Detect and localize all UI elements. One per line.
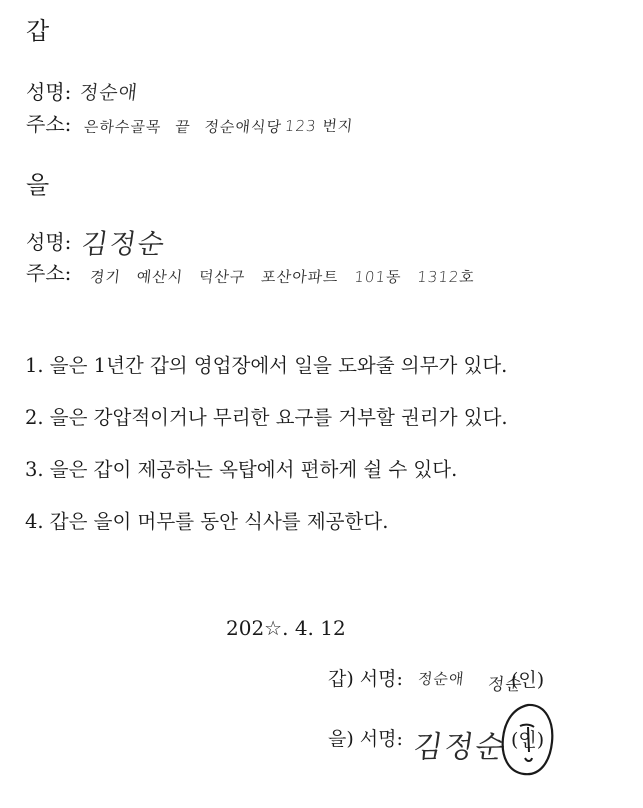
party-a-address-number: 123 번지 bbox=[284, 117, 355, 135]
party-a-handwritten-signature: 정순 bbox=[486, 675, 524, 695]
party-b-heading: 을 bbox=[26, 171, 50, 199]
contract-date: 202☆. 4. 12 bbox=[226, 616, 346, 640]
clause-item: 3. 을은 갑이 제공하는 옥탑에서 편하게 쉴 수 있다. bbox=[25, 458, 458, 481]
clause-item: 4. 갑은 을이 머무를 동안 식사를 제공한다. bbox=[25, 510, 389, 533]
party-b-signature-label: 을) 서명: bbox=[328, 728, 403, 750]
party-b-name-label: 성명: bbox=[26, 230, 72, 254]
party-a-address-value: 은하수골목 끝 정순애식당 bbox=[83, 118, 283, 136]
party-b-address-label: 주소: bbox=[26, 261, 72, 285]
party-a-name-label: 성명: bbox=[26, 80, 72, 104]
party-a-seal-mark: (인) bbox=[511, 669, 545, 691]
party-a-signature-name: 정순애 bbox=[417, 670, 466, 688]
clause-item: 2. 을은 강압적이거나 무리한 요구를 거부할 권리가 있다. bbox=[25, 406, 508, 429]
party-b-signature-name: 김정순 bbox=[411, 730, 509, 765]
party-a-address-label: 주소: bbox=[26, 112, 72, 136]
party-a-signature-label: 갑) 서명: bbox=[328, 668, 403, 690]
party-b-address-value: 경기 예산시 덕산구 포산아파트 101동 1312호 bbox=[89, 268, 476, 286]
party-a-name-value: 정순애 bbox=[78, 82, 140, 104]
party-b-seal-mark: (인) bbox=[511, 729, 545, 751]
party-b-seal-stamp bbox=[498, 700, 558, 780]
party-b-name-value: 김정순 bbox=[79, 229, 169, 260]
party-a-heading: 갑 bbox=[26, 17, 50, 45]
clause-item: 1. 을은 1년간 갑의 영업장에서 일을 도와줄 의무가 있다. bbox=[25, 354, 508, 377]
